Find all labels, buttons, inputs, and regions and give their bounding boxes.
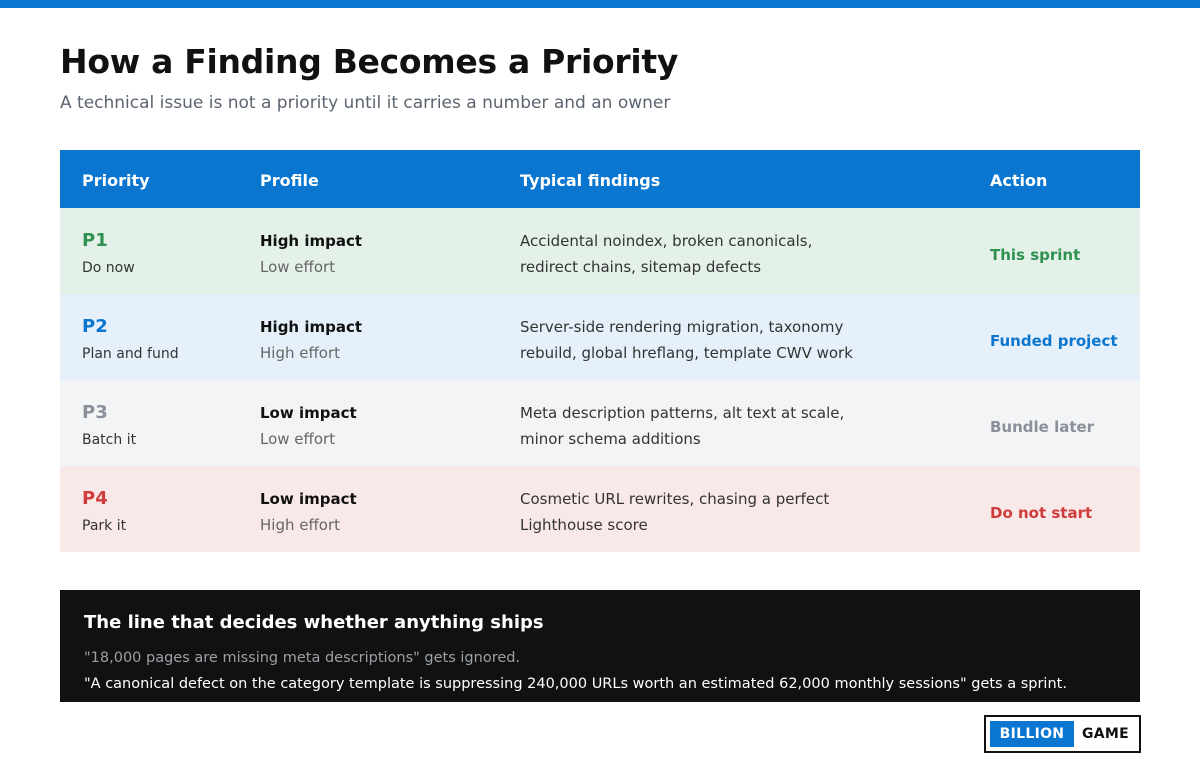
column-header-profile: Profile — [260, 171, 319, 190]
findings-line-2: redirect chains, sitemap defects — [520, 258, 762, 276]
logo-word-billion: BILLION — [990, 721, 1074, 747]
callout-title: The line that decides whether anything ships — [84, 612, 544, 633]
priority-code: P4 — [82, 488, 108, 509]
table-row-p2 — [60, 294, 1140, 380]
action-label: Funded project — [990, 332, 1118, 350]
callout-quote-sprint: "A canonical defect on the category template is suppressing 240,000 URLs worth an estimated 62,000 monthly sessions" gets a sprint. — [84, 676, 1067, 692]
action-label: Bundle later — [990, 418, 1095, 436]
column-header-priority: Priority — [82, 171, 150, 190]
findings-line-2: Lighthouse score — [520, 516, 648, 534]
column-header-action: Action — [990, 171, 1048, 190]
callout-quote-ignored: "18,000 pages are missing meta descriptions" gets ignored. — [84, 650, 521, 666]
impact-label: High impact — [260, 318, 363, 336]
table-row-p1 — [60, 208, 1140, 294]
findings-line-2: minor schema additions — [520, 430, 701, 448]
action-label: Do not start — [990, 504, 1093, 522]
priority-description: Batch it — [82, 432, 137, 448]
priority-table — [60, 150, 1140, 552]
logo-word-game: GAME — [1081, 726, 1130, 742]
impact-label: Low impact — [260, 404, 357, 422]
table-row-p4 — [60, 466, 1140, 552]
brand-logo — [984, 715, 1141, 753]
effort-label: High effort — [260, 344, 341, 362]
effort-label: Low effort — [260, 258, 336, 276]
priority-description: Do now — [82, 260, 135, 276]
priority-description: Plan and fund — [82, 346, 179, 362]
top-accent-bar — [0, 0, 1200, 8]
page-subtitle: A technical issue is not a priority until it carries a number and an owner — [60, 93, 671, 113]
column-header-findings: Typical findings — [520, 171, 661, 190]
effort-label: Low effort — [260, 430, 336, 448]
effort-label: High effort — [260, 516, 341, 534]
priority-code: P3 — [82, 402, 108, 423]
priority-description: Park it — [82, 518, 127, 534]
impact-label: High impact — [260, 232, 363, 250]
findings-line-1: Cosmetic URL rewrites, chasing a perfect — [520, 490, 830, 508]
findings-line-1: Server-side rendering migration, taxonomy — [520, 318, 844, 336]
action-label: This sprint — [990, 246, 1081, 264]
page-title: How a Finding Becomes a Priority — [60, 42, 679, 81]
findings-line-1: Accidental noindex, broken canonicals, — [520, 232, 813, 250]
callout-box — [60, 590, 1140, 702]
impact-label: Low impact — [260, 490, 357, 508]
priority-code: P1 — [82, 230, 108, 251]
table-row-p3 — [60, 380, 1140, 466]
table-header — [60, 150, 1140, 208]
findings-line-2: rebuild, global hreflang, template CWV work — [520, 344, 853, 362]
priority-code: P2 — [82, 316, 108, 337]
findings-line-1: Meta description patterns, alt text at scale, — [520, 404, 845, 422]
